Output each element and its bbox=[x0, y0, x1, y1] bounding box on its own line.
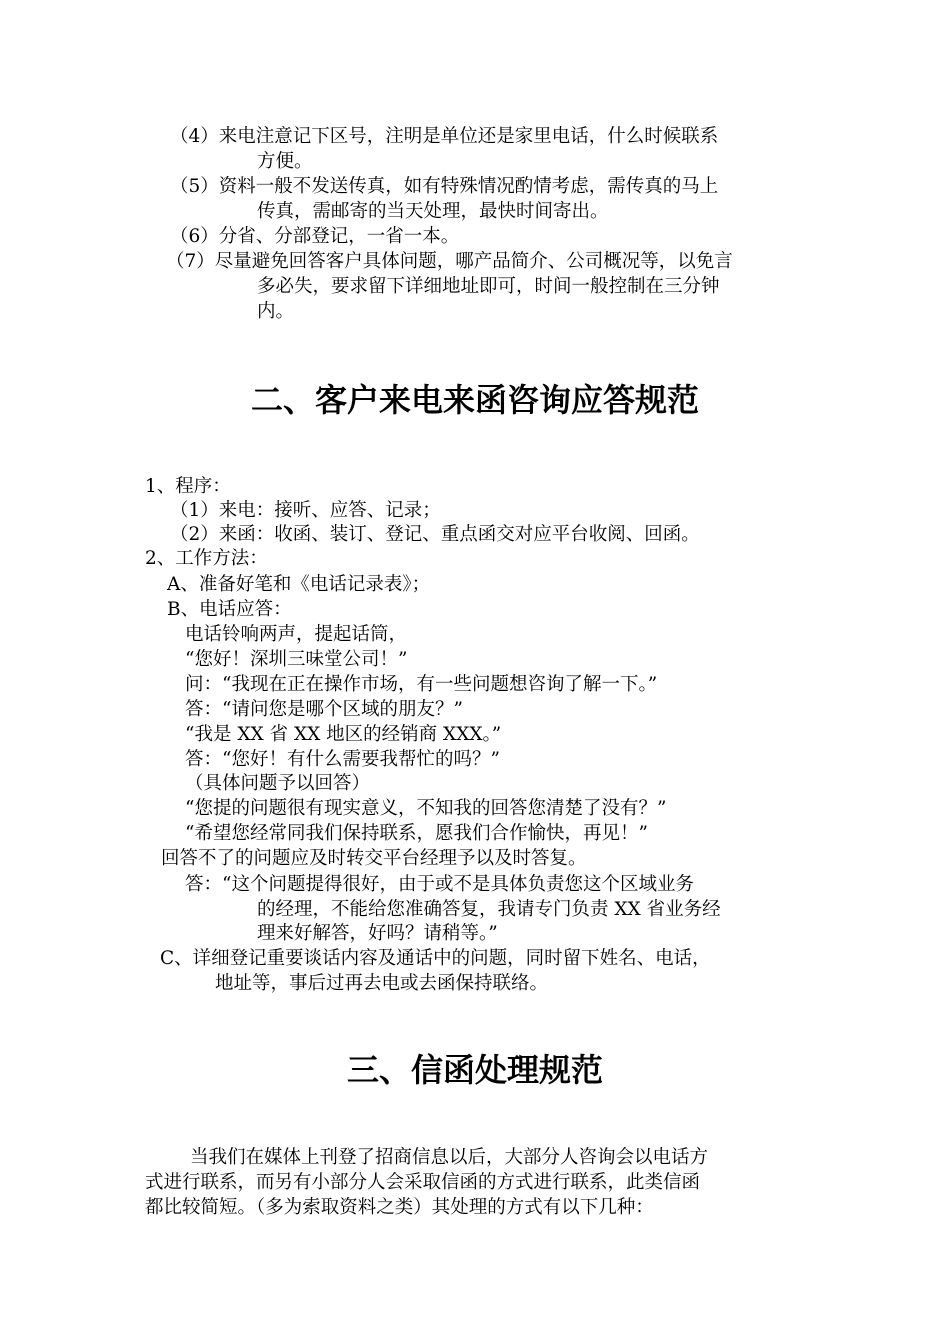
dialog-bye: “希望您经常同我们保持联系，愿我们合作愉快，再见！” bbox=[185, 823, 648, 844]
dialog-answer-3-line1: 答：“这个问题提得很好，由于或不是具体负责您这个区域业务 bbox=[185, 874, 694, 895]
list-item-7-line1: （7）尽量避免回答客户具体问题，哪产品简介、公司概况等，以免言 bbox=[166, 251, 733, 272]
procedure-heading: 1、程序： bbox=[145, 476, 231, 497]
list-item-7-line2: 多必失，要求留下详细地址即可，时间一般控制在三分钟 bbox=[257, 276, 720, 297]
method-b: B、电话应答： bbox=[167, 599, 292, 620]
procedure-letter: （2）来函：收函、装订、登记、重点函交对应平台收阅、回函。 bbox=[170, 524, 700, 545]
dialog-answer-3-line3: 理来好解答，好吗？请稍等。” bbox=[257, 923, 498, 944]
section3-paragraph-line3: 都比较简短。（多为索取资料之类）其处理的方式有以下几种： bbox=[145, 1197, 654, 1218]
list-item-5-line2: 传真，需邮寄的当天处理，最快时间寄出。 bbox=[257, 201, 609, 222]
transfer-note: 回答不了的问题应及时转交平台经理予以及时答复。 bbox=[161, 848, 587, 869]
dialog-answer-3-line2: 的经理，不能给您准确答复，我请专门负责 XX 省业务经 bbox=[257, 899, 721, 920]
dialog-note: （具体问题予以回答） bbox=[185, 773, 371, 794]
list-item-6: （6）分省、分部登记，一省一本。 bbox=[170, 226, 460, 247]
dialog-reply: “我是 XX 省 XX 地区的经销商 XXX。” bbox=[185, 724, 502, 745]
dialog-ring: 电话铃响两声，提起话筒， bbox=[185, 624, 408, 645]
section2-title: 二、客户来电来函咨询应答规范 bbox=[250, 381, 699, 419]
dialog-question: 问：“我现在正在操作市场，有一些问题想咨询了解一下。” bbox=[185, 674, 658, 695]
list-item-4-line1: （4）来电注意记下区号，注明是单位还是家里电话，什么时候联系 bbox=[170, 126, 719, 147]
method-c-line1: C、详细登记重要谈话内容及通话中的问题，同时留下姓名、电话， bbox=[160, 948, 711, 969]
method-c-line2: 地址等，事后过再去电或去函保持联络。 bbox=[215, 973, 549, 994]
section3-paragraph-line1: 当我们在媒体上刊登了招商信息以后，大部分人咨询会以电话方 bbox=[190, 1147, 709, 1168]
list-item-4-line2: 方便。 bbox=[257, 151, 313, 172]
section3-title: 三、信函处理规范 bbox=[346, 1051, 603, 1089]
method-a: A、准备好笔和《电话记录表》； bbox=[167, 574, 431, 595]
section3-paragraph-line2: 式进行联系，而另有小部分人会采取信函的方式进行联系，此类信函 bbox=[145, 1172, 701, 1193]
list-item-7-line3: 内。 bbox=[257, 301, 295, 322]
dialog-answer-1: 答：“请问您是哪个区域的朋友？” bbox=[185, 699, 463, 720]
list-item-5-line1: （5）资料一般不发送传真，如有特殊情况酌情考虑，需传真的马上 bbox=[170, 176, 719, 197]
dialog-answer-2: 答：“您好！有什么需要我帮忙的吗？” bbox=[185, 749, 500, 770]
method-heading: 2、工作方法： bbox=[145, 548, 268, 569]
dialog-check: “您提的问题很有现实意义，不知我的回答您清楚了没有？” bbox=[185, 798, 667, 819]
procedure-call: （1）来电：接听、应答、记录； bbox=[170, 500, 441, 521]
dialog-greeting: “您好！深圳三味堂公司！” bbox=[185, 649, 408, 670]
